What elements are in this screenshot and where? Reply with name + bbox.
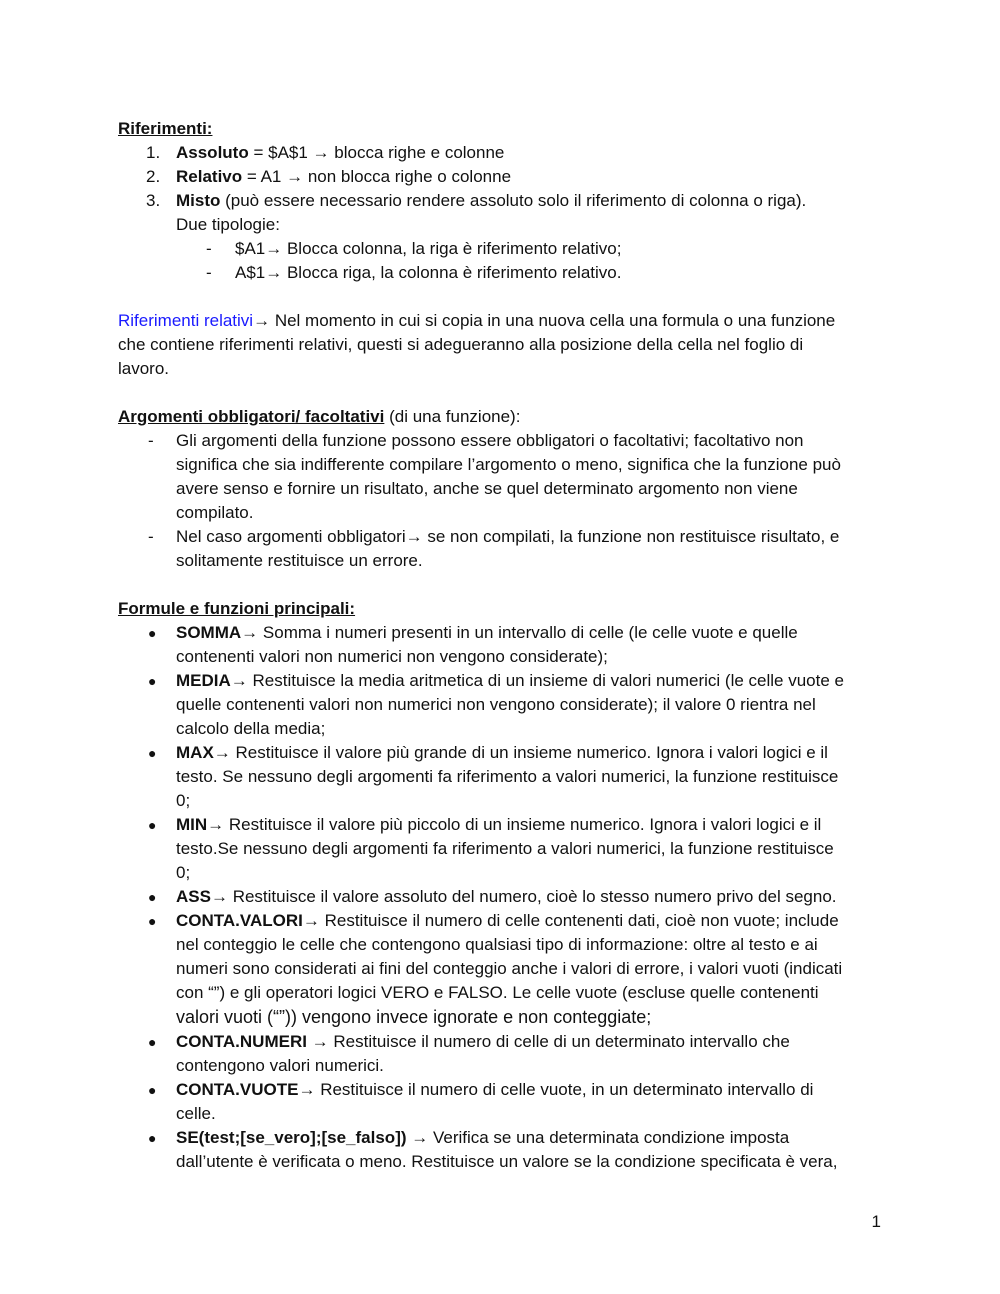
item-line: Gli argomenti della funzione possono essere obbligatori o facoltativi; facoltativo non [176,431,804,450]
bullet-marker: ● [148,1034,157,1050]
bullet-marker: ● [148,817,157,833]
sub-list-item [118,237,888,261]
function-name: MAX [176,743,214,762]
item-line: quelle contenenti valori non numerici non vengono considerate); il valore 0 rientra nel [176,695,816,714]
term-label: Riferimenti relativi [118,311,254,330]
dash-marker: - [206,239,212,258]
item-line: Nel caso argomenti obbligatori→ se non compilati, la funzione non restituisce risultato, e [176,527,840,546]
item-line: contenenti valori non numerici non vengono considerate); [176,647,608,666]
paragraph-line: lavoro. [118,359,170,378]
item-line: → Somma i numeri presenti in un intervallo di celle (le celle vuote e quelle [241,623,798,642]
sub-item-text: A$1→ Blocca riga, la colonna è riferimento relativo. [235,263,622,282]
list-item [118,1030,888,1078]
item-line: → Restituisce il numero di celle contenenti dati, cioè non vuote; include [302,911,839,930]
item-line: significa che sia indifferente compilare l’argomento o meno, significa che la funzione può [176,455,841,474]
section-heading-formule: Formule e funzioni principali: [118,599,356,618]
item-line: celle. [176,1104,216,1123]
list-item [118,885,888,909]
list-item [118,1078,888,1126]
term-label: Misto [176,191,221,210]
item-line: solitamente restituisce un errore. [176,551,423,570]
item-line: valori vuoti (“”)) vengono invece ignorate e non conteggiate; [176,1007,652,1027]
item-line: → Verifica se una determinata condizione imposta [406,1128,790,1147]
paragraph-line: → Nel momento in cui si copia in una nuova cella una formula o una funzione [253,311,836,330]
item-line: → Restituisce la media aritmetica di un insieme di valori numerici (le celle vuote e [230,671,844,690]
function-name: CONTA.NUMERI [176,1032,307,1051]
item-line: → Restituisce il valore assoluto del numero, cioè lo stesso numero privo del segno. [210,887,837,906]
list-item [118,165,888,189]
list-item [118,189,888,237]
item-line: → Restituisce il numero di celle di un determinato intervallo che [306,1032,790,1051]
page-number: 1 [871,1212,881,1231]
item-line: testo. Se nessuno degli argomenti fa riferimento a valori numerici, la funzione restituisce [176,767,839,786]
item-line: → Restituisce il numero di celle vuote, in un determinato intervallo di [298,1080,814,1099]
list-item [118,525,888,573]
paragraph-riferimenti-relativi [118,309,888,381]
list-item [118,909,888,1030]
bullet-marker: ● [148,673,157,689]
list-number: 1. [146,143,161,162]
dash-marker: - [148,431,154,450]
function-name: CONTA.VALORI [176,911,303,930]
list-item [118,741,888,813]
term-label: Assoluto [176,143,249,162]
bullet-marker: ● [148,745,157,761]
bullet-marker: ● [148,889,157,905]
list-number: 2. [146,167,161,186]
function-name: MIN [176,815,208,834]
section-heading-argomenti [118,405,888,429]
sub-list-item [118,261,888,285]
function-name: SE(test;[se_vero];[se_falso]) [176,1128,407,1147]
function-name: MEDIA [176,671,231,690]
section-heading-riferimenti: Riferimenti: [118,119,213,138]
item-line: dall’utente è verificata o meno. Restituisce un valore se la condizione specificata è vera, [176,1152,838,1171]
function-name: ASS [176,887,211,906]
dash-marker: - [206,263,212,282]
bullet-marker: ● [148,1082,157,1098]
list-item [118,669,888,741]
item-line: contengono valori numerici. [176,1056,384,1075]
list-item [118,1126,888,1174]
list-number: 3. [146,191,161,210]
item-text: = $A$1 → blocca righe e colonne [248,143,505,162]
function-name: CONTA.VUOTE [176,1080,299,1099]
item-line: numeri sono considerati ai fini del conteggio anche i valori di errore, i valori vuoti (indicati [176,959,843,978]
bullet-marker: ● [148,1130,157,1146]
item-text: (può essere necessario rendere assoluto solo il riferimento di colonna o riga). [220,191,807,210]
item-line: → Restituisce il valore più grande di un insieme numerico. Ignora i valori logici e il [213,743,828,762]
item-line: calcolo della media; [176,719,326,738]
item-line: testo.Se nessuno degli argomenti fa riferimento a valori numerici, la funzione restituisce [176,839,834,858]
list-item [118,813,888,885]
bullet-marker: ● [148,625,157,641]
item-line: 0; [176,791,191,810]
item-line: → Restituisce il valore più piccolo di un insieme numerico. Ignora i valori logici e il [207,815,822,834]
document-body [118,117,888,1174]
item-continuation: Due tipologie: [176,215,280,234]
paragraph-line: che contiene riferimenti relativi, questi si adegueranno alla posizione della cella nel foglio di [118,335,804,354]
list-item [118,429,888,525]
item-line: 0; [176,863,191,882]
bullet-marker: ● [148,913,157,929]
heading-suffix: (di una funzione): [384,407,521,426]
item-line: avere senso e fornire un risultato, anche se quel determinato argomento non viene [176,479,798,498]
item-text: = A1 → non blocca righe o colonne [242,167,512,186]
function-name: SOMMA [176,623,242,642]
item-line: con “”) e gli operatori logici VERO e FALSO. Le celle vuote (escluse quelle contenenti [176,983,819,1002]
item-line: compilato. [176,503,254,522]
term-label: Relativo [176,167,243,186]
list-item [118,621,888,669]
sub-item-text: $A1→ Blocca colonna, la riga è riferimento relativo; [235,239,622,258]
heading-text: Argomenti obbligatori/ facoltativi [118,407,385,426]
item-line: nel conteggio le celle che contengono qualsiasi tipo di informazione: oltre al testo e ai [176,935,818,954]
list-item [118,141,888,165]
dash-marker: - [148,527,154,546]
